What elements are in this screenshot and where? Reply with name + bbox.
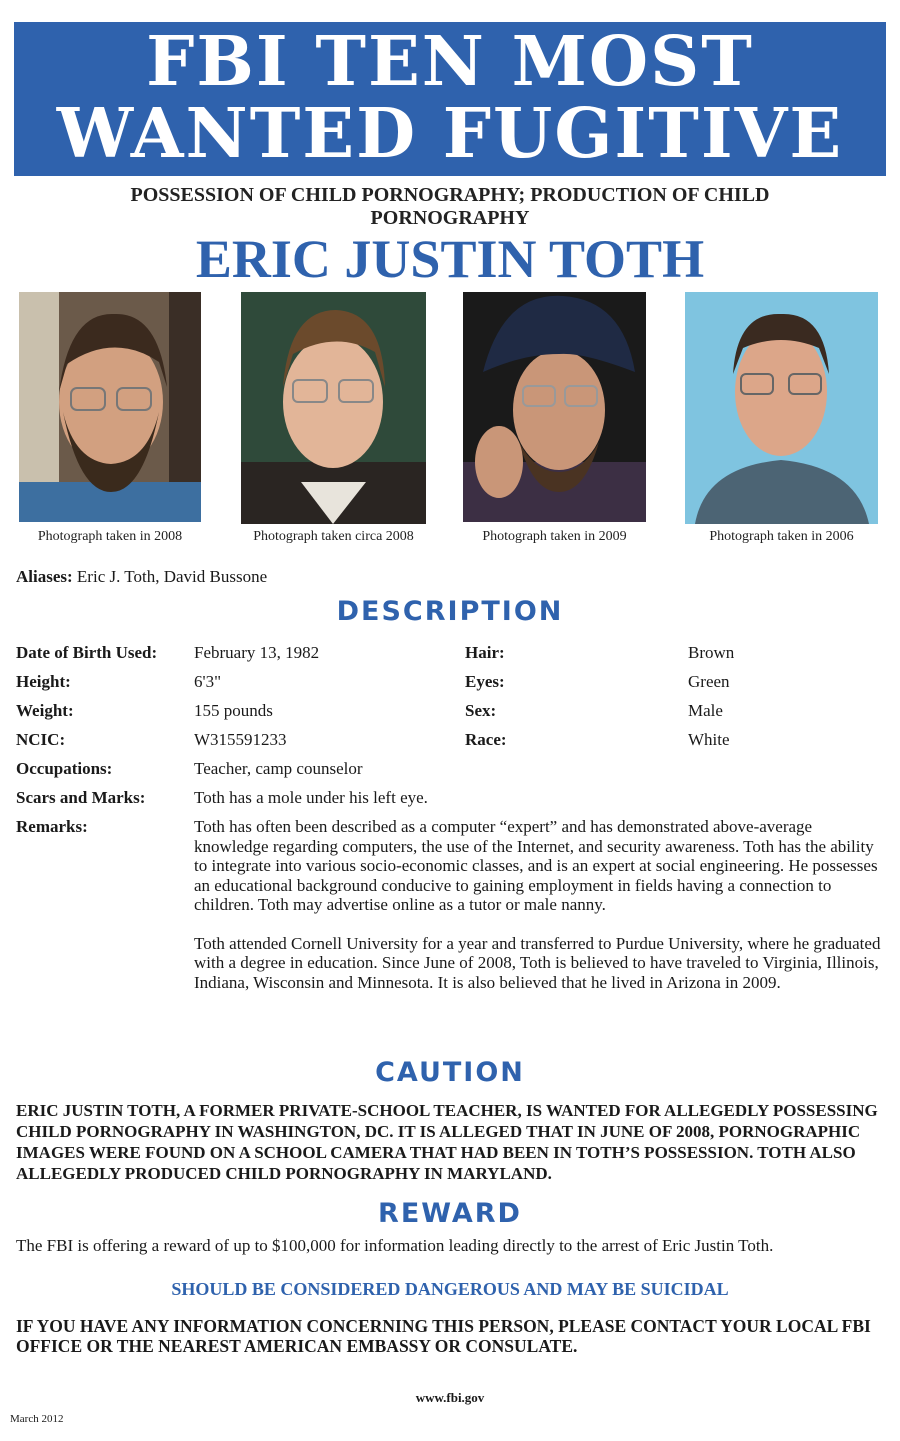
height-label: Height:: [16, 672, 71, 691]
photo-caption: Photograph taken circa 2008: [253, 529, 414, 544]
contact-instructions: IF YOU HAVE ANY INFORMATION CONCERNING THIS PERSON, PLEASE CONTACT YOUR LOCAL FBI OFFICE OR THE NEAREST AMERICAN EMBASSY OR CONSULATE.: [16, 1316, 871, 1356]
scars-value: Toth has a mole under his left eye.: [194, 788, 428, 807]
hair-label: Hair:: [465, 643, 505, 662]
sex-value: Male: [688, 701, 723, 720]
remarks-label: Remarks:: [16, 817, 88, 836]
photo-circa-2008: [241, 292, 426, 524]
reward-text: The FBI is offering a reward of up to $100,000 for information leading directly to the arrest of Eric Justin Toth.: [16, 1236, 774, 1255]
photo-caption: Photograph taken in 2009: [482, 529, 627, 544]
caution-heading: CAUTION: [375, 1057, 525, 1088]
fugitive-name: ERIC JUSTIN TOTH: [195, 229, 705, 289]
banner-line-1: FBI TEN MOST: [146, 22, 754, 102]
banner-line-2: WANTED FUGITIVE: [56, 94, 844, 174]
scars-label: Scars and Marks:: [16, 788, 146, 807]
aliases-value: Eric J. Toth, David Bussone: [76, 567, 268, 586]
remarks-paragraph: Toth has often been described as a computer “expert” and has demonstrated above-average knowledge regarding computers, the use of the Internet, and security awareness. Toth has the ability to integrate into various socio-economic classes, and is an expert at social engineering. He possesses an educational background conducive to gaining employment in fields having a connection to children. Toth may advertise online as a tutor or male nanny.: [194, 817, 878, 914]
photo-2008: [19, 292, 201, 522]
photo-caption: Photograph taken in 2006: [709, 529, 854, 544]
caution-text: ERIC JUSTIN TOTH, A FORMER PRIVATE-SCHOOL TEACHER, IS WANTED FOR ALLEGEDLY POSSESSING CHILD PORNOGRAPHY IN WASHINGTON, DC. IT IS ALLEGED THAT IN JUNE OF 2008, PORNOGRAPHIC IMAGES WERE FOUND ON A SCHOOL CAMERA THAT HAD BEEN IN TOTH’S POSSESSION. TOTH ALSO ALLEGEDLY PRODUCED CHILD PORNOGRAPHY IN MARYLAND.: [16, 1101, 878, 1183]
race-label: Race:: [465, 730, 507, 749]
aliases-label: Aliases:: [16, 567, 73, 586]
occupations-value: Teacher, camp counselor: [194, 759, 363, 778]
publication-date: March 2012: [10, 1413, 64, 1425]
aliases: [16, 567, 267, 587]
weight-value: 155 pounds: [194, 701, 273, 720]
remarks-paragraph: Toth attended Cornell University for a year and transferred to Purdue University, where he graduated with a degree in education. Since June of 2008, Toth is believed to have traveled to Virginia, Illinois, Indiana, Wisconsin and Minnesota. It is also believed that he lived in Arizona in 2009.: [194, 933, 881, 992]
photo-2009: [463, 292, 646, 522]
dob-value: February 13, 1982: [194, 643, 320, 662]
ncic-label: NCIC:: [16, 730, 66, 749]
height-value: 6'3": [194, 672, 222, 691]
description-heading: DESCRIPTION: [336, 596, 564, 627]
photo-caption: Photograph taken in 2008: [37, 529, 183, 544]
dob-label: Date of Birth Used:: [16, 643, 158, 662]
hair-value: Brown: [688, 643, 735, 662]
remarks-text: [194, 817, 888, 1011]
reward-heading: REWARD: [378, 1198, 522, 1229]
weight-label: Weight:: [16, 701, 74, 720]
occupations-label: Occupations:: [16, 759, 113, 778]
eyes-value: Green: [688, 672, 730, 691]
danger-warning: SHOULD BE CONSIDERED DANGEROUS AND MAY BE SUICIDAL: [171, 1279, 729, 1299]
crime-description: POSSESSION OF CHILD PORNOGRAPHY; PRODUCTION OF CHILD PORNOGRAPHY: [130, 184, 770, 229]
eyes-label: Eyes:: [465, 672, 505, 691]
photo-2006: [685, 292, 878, 524]
website-link[interactable]: www.fbi.gov: [415, 1390, 485, 1405]
wanted-banner: [14, 22, 886, 176]
ncic-value: W315591233: [194, 730, 287, 749]
sex-label: Sex:: [465, 701, 497, 720]
race-value: White: [688, 730, 730, 749]
